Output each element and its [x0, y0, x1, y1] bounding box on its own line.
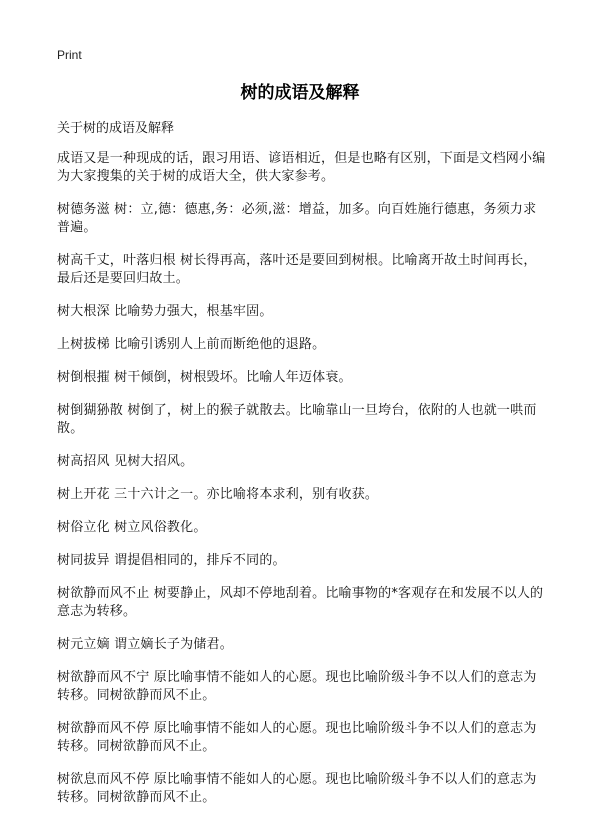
paragraph-entry: 树倒猢狲散 树倒了，树上的猴子就散去。比喻靠山一旦垮台，依附的人也就一哄而散。: [57, 403, 537, 436]
paragraph-entry: 树元立嫡 谓立嫡长子为储君。: [57, 637, 233, 652]
paragraph-entry: 树欲静而风不止 树要静止，风却不停地刮着。比喻事物的*客观存在和发展不以人的意志为转移。: [57, 586, 544, 619]
paragraph-entry: 树同拔异 谓提倡相同的，排斥不同的。: [57, 553, 286, 568]
paragraph-entry: 树欲息而风不停 原比喻事情不能如人的心愿。现也比喻阶级斗争不以人们的意志为转移。同树欲静而风不止。: [57, 772, 537, 805]
paragraph-entry: 树欲静而风不停 原比喻事情不能如人的心愿。现也比喻阶级斗争不以人们的意志为转移。同树欲静而风不止。: [57, 721, 537, 754]
paragraph-entry: 树高千丈，叶落归根 树长得再高，落叶还是要回到树根。比喻离开故土时间再长，最后还是要回归故土。: [57, 253, 537, 286]
paragraph-entry: 树德务滋 树：立,德：德惠,务：必须,滋：增益，加多。向百姓施行德惠，务须力求普遍。: [57, 202, 537, 235]
paragraph-entry: 树俗立化 树立风俗教化。: [57, 520, 207, 535]
document-title: 树的成语及解释: [240, 83, 360, 103]
paragraph-entry: 上树拔梯 比喻引诱别人上前而断绝他的退路。: [57, 337, 326, 352]
paragraph-entry: 树欲静而风不宁 原比喻事情不能如人的心愿。现也比喻阶级斗争不以人们的意志为转移。同树欲静而风不止。: [57, 670, 537, 703]
paragraph-entry: 树大根深 比喻势力强大，根基牢固。: [57, 304, 273, 319]
paragraph-entry: 树上开花 三十六计之一。亦比喻将本求利，别有收获。: [57, 487, 379, 502]
document-subtitle: 关于树的成语及解释: [57, 121, 175, 136]
document-body: [57, 150, 549, 822]
paragraph-intro: 成语又是一种现成的话，跟习用语、谚语相近，但是也略有区别，下面是文档网小编为大家搜集的关于树的成语大全，供大家参考。: [57, 151, 546, 184]
paragraph-entry: 树高招风 见树大招风。: [57, 454, 194, 469]
paragraph-entry: 树倒根摧 树干倾倒，树根毁坏。比喻人年迈体衰。: [57, 370, 352, 385]
print-label[interactable]: Print: [57, 48, 82, 62]
